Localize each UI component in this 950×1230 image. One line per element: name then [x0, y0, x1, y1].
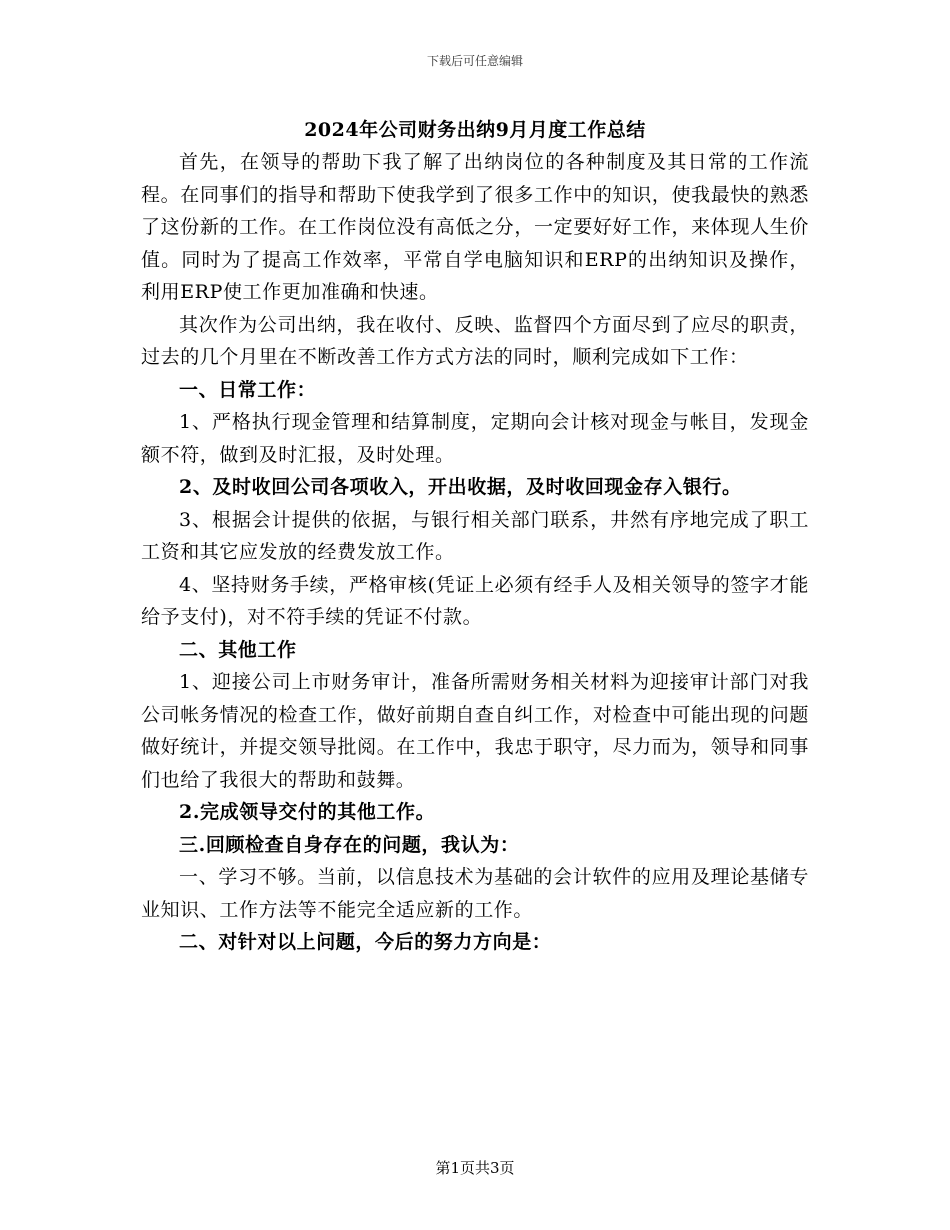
section-heading-other-work: 二、其他工作 — [179, 638, 297, 661]
paragraph-daily-item-1: 1、严格执行现金管理和结算制度，定期向会计核对现金与帐目，发现金额不符，做到及时汇报，及时处理。 — [141, 411, 809, 466]
header-note: 下载后可任意编辑 — [426, 54, 523, 68]
document-body — [141, 146, 809, 959]
paragraph-daily-item-4: 4、坚持财务手续，严格审核(凭证上必须有经手人及相关领导的签字才能给予支付)，对不符手续的凭证不付款。 — [141, 573, 809, 628]
section-heading-daily-work: 一、日常工作： — [179, 378, 317, 401]
paragraph-daily-item-3: 3、根据会计提供的依据，与银行相关部门联系，井然有序地完成了职工工资和其它应发放的经费发放工作。 — [141, 508, 809, 563]
paragraph-review-item-1: 一、学习不够。当前，以信息技术为基础的会计软件的应用及理论基储专业知识、工作方法等不能完全适应新的工作。 — [141, 866, 809, 921]
document-title: 2024年公司财务出纳9月月度工作总结 — [304, 119, 646, 141]
paragraph-duties: 其次作为公司出纳，我在收付、反映、监督四个方面尽到了应尽的职责，过去的几个月里在不断改善工作方式方法的同时，顺利完成如下工作： — [141, 313, 809, 368]
page-footer: 第1页共3页 — [435, 1159, 515, 1177]
paragraph-other-item-2: 2.完成领导交付的其他工作。 — [179, 801, 436, 823]
paragraph-daily-item-2: 2、及时收回公司各项收入，开出收据，及时收回现金存入银行。 — [179, 476, 742, 498]
paragraph-other-item-1: 1、迎接公司上市财务审计，准备所需财务相关材料为迎接审计部门对我公司帐务情况的检查工作，做好前期自查自纠工作，对检查中可能出现的问题做好统计，并提交领导批阅。在工作中，我忠于职守，尽力而为，领导和同事们也给了我很大的帮助和鼓舞。 — [141, 671, 809, 791]
section-heading-direction: 二、对针对以上问题，今后的努力方向是： — [179, 931, 552, 953]
section-heading-review: 三.回顾检查自身存在的问题，我认为： — [179, 833, 520, 856]
paragraph-intro: 首先，在领导的帮助下我了解了出纳岗位的各种制度及其日常的工作流程。在同事们的指导和帮助下使我学到了很多工作中的知识，使我最快的熟悉了这份新的工作。在工作岗位没有高低之分，一定要好好工作，来体现人生价值。同时为了提高工作效率，平常自学电脑知识和ERP的出纳知识及操作，利用ERP使工作更加准确和快速。 — [141, 151, 809, 303]
